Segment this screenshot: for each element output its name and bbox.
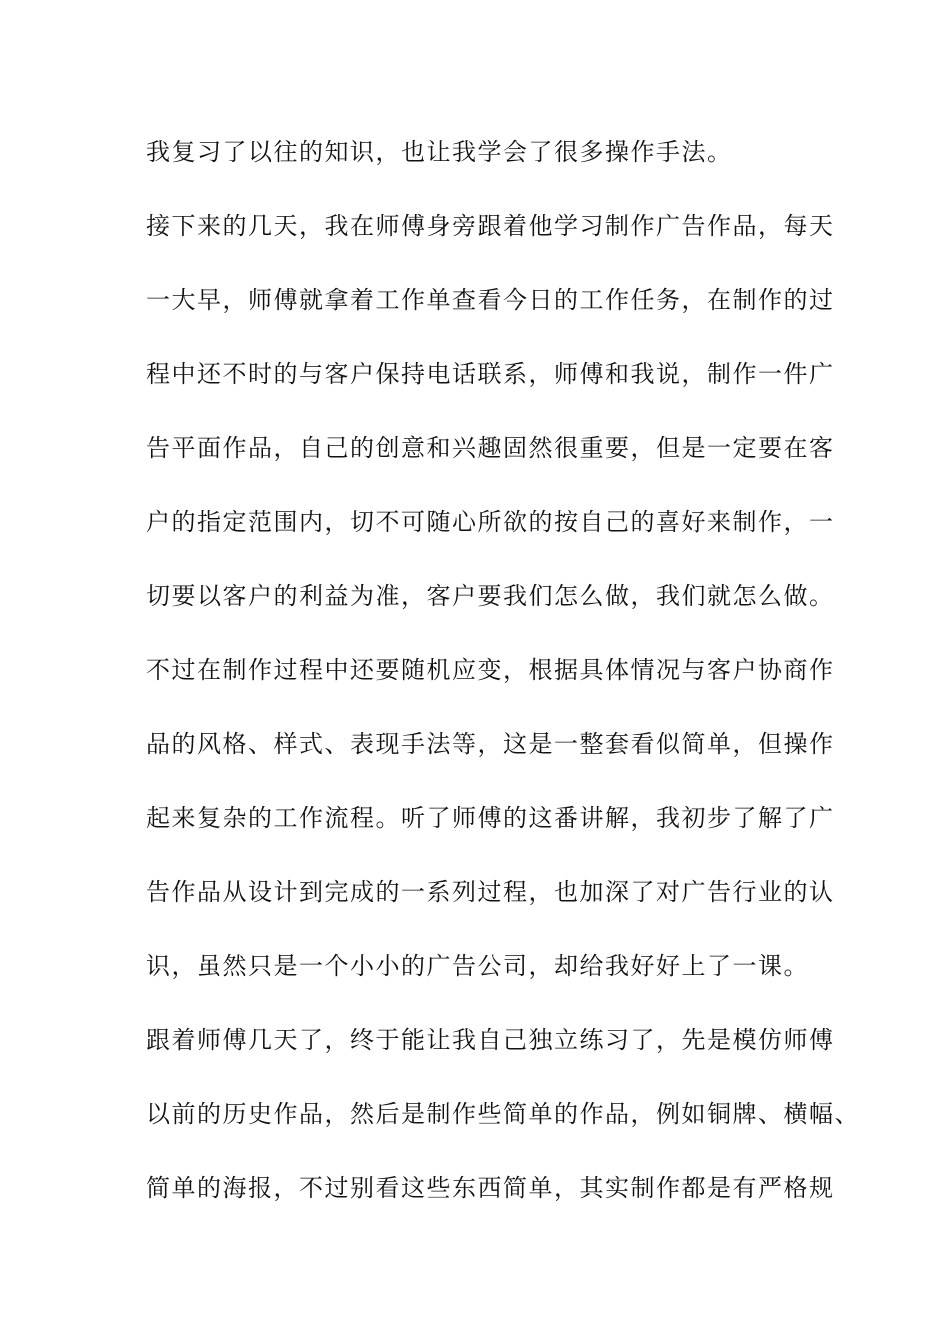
text-line: 接下来的几天，我在师傅身旁跟着他学习制作广告作品，每天 bbox=[146, 212, 835, 240]
text-line: 程中还不时的与客户保持电话联系，师傅和我说，制作一件广 bbox=[146, 360, 835, 388]
text-line: 我复习了以往的知识，也让我学会了很多操作手法。 bbox=[146, 138, 733, 166]
text-line: 告平面作品，自己的创意和兴趣固然很重要，但是一定要在客 bbox=[146, 434, 835, 462]
text-line: 简单的海报，不过别看这些东西简单，其实制作都是有严格规 bbox=[146, 1174, 835, 1202]
text-line: 一大早，师傅就拿着工作单查看今日的工作任务，在制作的过 bbox=[146, 286, 835, 314]
text-line: 品的风格、样式、表现手法等，这是一整套看似简单，但操作 bbox=[146, 730, 835, 758]
text-line: 起来复杂的工作流程。听了师傅的这番讲解，我初步了解了广 bbox=[146, 804, 835, 832]
text-line: 跟着师傅几天了，终于能让我自己独立练习了，先是模仿师傅 bbox=[146, 1026, 835, 1054]
text-line: 以前的历史作品，然后是制作些简单的作品，例如铜牌、横幅、 bbox=[146, 1100, 860, 1128]
text-line: 切要以客户的利益为准，客户要我们怎么做，我们就怎么做。 bbox=[146, 582, 835, 610]
text-line: 不过在制作过程中还要随机应变，根据具体情况与客户协商作 bbox=[146, 656, 835, 684]
body-text bbox=[146, 130, 860, 1240]
text-line: 识，虽然只是一个小小的广告公司，却给我好好上了一课。 bbox=[146, 952, 809, 980]
text-line: 户的指定范围内，切不可随心所欲的按自己的喜好来制作，一 bbox=[146, 508, 835, 536]
text-line: 告作品从设计到完成的一系列过程，也加深了对广告行业的认 bbox=[146, 878, 835, 906]
